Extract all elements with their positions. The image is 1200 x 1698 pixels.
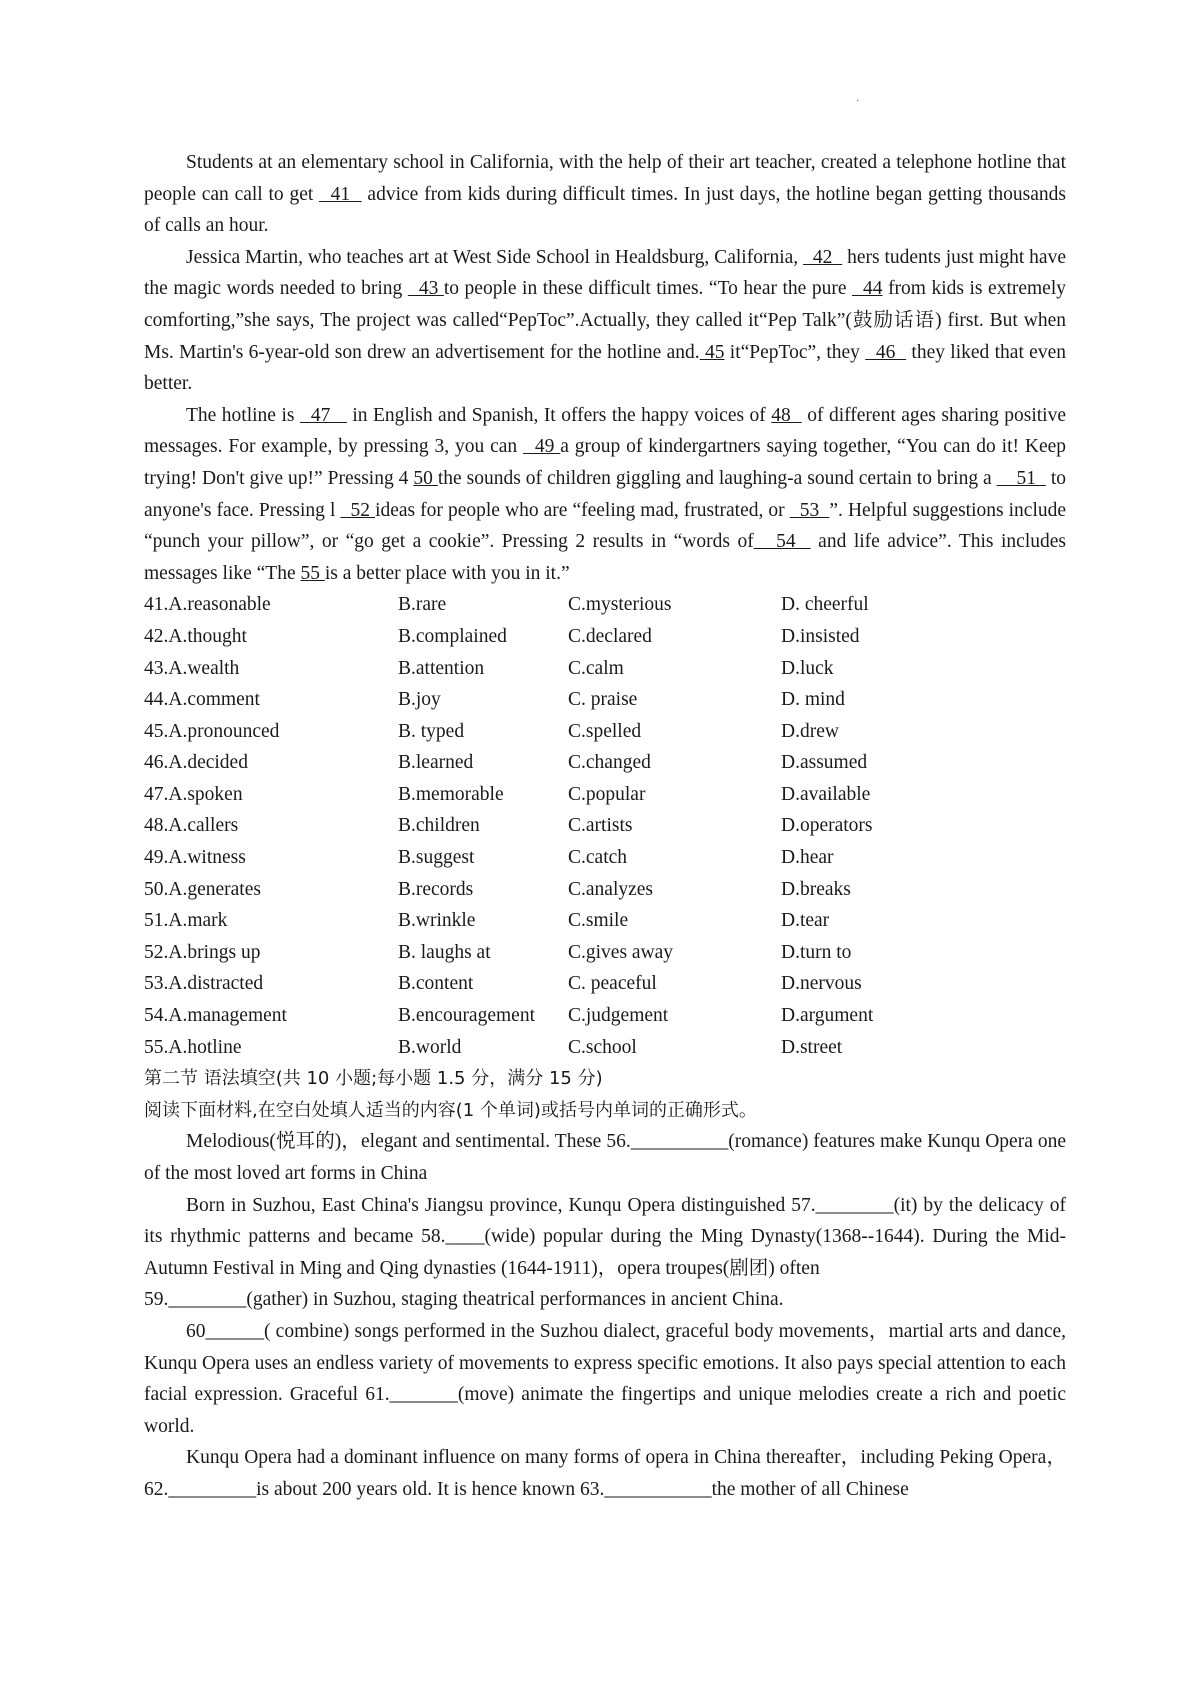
blank-43: 43 — [407, 278, 444, 300]
option-d: D. mind — [781, 689, 845, 711]
option-a: 41.A.reasonable — [144, 594, 271, 616]
option-d: D.street — [781, 1036, 843, 1058]
blank-57: ________ — [815, 1194, 894, 1216]
option-d: D.nervous — [781, 973, 862, 995]
option-a: 53.A.distracted — [144, 973, 264, 995]
option-a: 52.A.brings up — [144, 941, 261, 963]
blank-56: __________ — [630, 1131, 729, 1153]
option-row-55 — [144, 1032, 1066, 1064]
blank-51: 51 — [996, 467, 1046, 489]
blank-50: 50 — [413, 467, 438, 489]
option-row-42 — [144, 621, 1066, 653]
option-d: D. cheerful — [781, 594, 869, 616]
blank-47: 47 — [299, 404, 347, 426]
option-row-47 — [144, 779, 1066, 811]
header-mark: · — [856, 96, 860, 107]
blank-58: ____ — [445, 1226, 485, 1248]
option-d: D.hear — [781, 847, 834, 869]
option-d: D.argument — [781, 1005, 874, 1027]
option-row-50 — [144, 874, 1066, 906]
option-a: 55.A.hotline — [144, 1036, 242, 1058]
blank-44: 44 — [852, 278, 883, 300]
option-c: C.spelled — [568, 720, 642, 742]
option-b: B. laughs at — [398, 941, 491, 963]
blank-52: 52 — [340, 499, 376, 521]
option-b: B.memorable — [398, 783, 504, 805]
option-c: C.popular — [568, 783, 646, 805]
option-a: 42.A.thought — [144, 625, 247, 647]
section-heading: 第二节 语法填空(共 10 小题;每小题 1.5 分，满分 15 分) — [144, 1068, 603, 1090]
section-instruction: 阅读下面材料,在空白处填人适当的内容(1 个单词)或括号内单词的正确形式。 — [144, 1099, 757, 1121]
option-a: 48.A.callers — [144, 815, 239, 837]
blank-42: 42 — [803, 246, 843, 268]
option-b: B.records — [398, 878, 474, 900]
blank-48: 48 — [771, 404, 802, 426]
option-d: D.drew — [781, 720, 839, 742]
option-d: D.assumed — [781, 752, 868, 774]
options-list — [144, 589, 1066, 1063]
option-row-43 — [144, 653, 1066, 685]
option-c: C.changed — [568, 752, 651, 774]
blank-46: 46 — [865, 341, 907, 363]
option-c: C.school — [568, 1036, 637, 1058]
option-c: C.calm — [568, 657, 624, 679]
grammar-paragraph-1: Melodious(悦耳的)，elegant and sentimental. These 56.__________(romance) features make Kunqu Opera one of the most loved art forms in China — [144, 1131, 1066, 1184]
option-a: 49.A.witness — [144, 847, 246, 869]
option-b: B.complained — [398, 625, 507, 647]
option-d: D.available — [781, 783, 871, 805]
option-a: 45.A.pronounced — [144, 720, 280, 742]
option-a: 51.A.mark — [144, 910, 228, 932]
option-row-46 — [144, 747, 1066, 779]
option-a: 43.A.wealth — [144, 657, 240, 679]
passage-paragraph-1: Students at an elementary school in California, with the help of their art teacher, created a telephone hotline that people can call to get 41 advice from kids during difficult times. In just days, the hotline began getting thousands of calls an hour. — [144, 152, 1066, 237]
option-row-49 — [144, 842, 1066, 874]
option-c: C.declared — [568, 625, 652, 647]
option-row-53 — [144, 968, 1066, 1000]
option-row-41 — [144, 589, 1066, 621]
blank-62: _________ — [168, 1478, 257, 1500]
option-b: B.learned — [398, 752, 474, 774]
blank-53: 53 — [789, 499, 830, 521]
blank-63: ___________ — [604, 1478, 712, 1500]
option-a: 47.A.spoken — [144, 783, 243, 805]
option-row-51 — [144, 905, 1066, 937]
option-b: B.wrinkle — [398, 910, 476, 932]
option-d: D.operators — [781, 815, 873, 837]
option-b: B.encouragement — [398, 1005, 535, 1027]
option-d: D.luck — [781, 657, 834, 679]
option-c: C.catch — [568, 847, 628, 869]
option-a: 44.A.comment — [144, 689, 260, 711]
blank-59: ________ — [168, 1289, 247, 1311]
option-d: D.tear — [781, 910, 830, 932]
blank-55: 55 — [300, 562, 325, 584]
grammar-paragraph-3: 60______( combine) songs performed in the Suzhou dialect, graceful body movements，martial arts and dance, Kunqu Opera uses an endless variety of movements to express specific emotions. It also pays special attention to each facial expression. Graceful 61._______(move) animate the fingertips and unique melodies create a rich and poetic world. — [144, 1320, 1066, 1437]
option-b: B. typed — [398, 720, 465, 742]
option-d: D.breaks — [781, 878, 851, 900]
option-b: B.children — [398, 815, 480, 837]
document-page — [144, 147, 1066, 1506]
blank-41: 41 — [319, 183, 362, 205]
option-c: C.judgement — [568, 1005, 669, 1027]
grammar-paragraph-2: Born in Suzhou, East China's Jiangsu province, Kunqu Opera distinguished 57.________(it) by the delicacy of its rhythmic patterns and became 58.____(wide) popular during the Ming Dynasty(1368--1644). During the Mid-Autumn Festival in Ming and Qing dynasties (1644-1911)，opera troupes(剧团) often — [144, 1194, 1067, 1279]
option-b: B.attention — [398, 657, 485, 679]
blank-60: ______ — [205, 1320, 264, 1342]
option-c: C.analyzes — [568, 878, 654, 900]
option-b: B.content — [398, 973, 474, 995]
option-c: C.gives away — [568, 941, 674, 963]
blank-54: 54 — [753, 531, 811, 553]
option-a: 50.A.generates — [144, 878, 261, 900]
option-a: 54.A.management — [144, 1005, 287, 1027]
passage-paragraph-2: Jessica Martin, who teaches art at West Side School in Healdsburg, California, 42 hers tudents just might have the magic words needed to bring 43 to people in these difficult times. “To hear the pure 44 from kids is extremely comforting,”she says, The project was called“PepToc”.Actually, they called it“Pep Talk”(鼓励话语) first. But when Ms. Martin's 6-year-old son drew an advertisement for the hotline and. 45 it“PepToc”, they 46 they liked that even better. — [144, 246, 1067, 395]
option-row-48 — [144, 810, 1066, 842]
grammar-paragraph-2-cont: 59.________(gather) in Suzhou, staging theatrical performances in ancient China. — [144, 1289, 784, 1311]
option-row-52 — [144, 937, 1066, 969]
option-d: D.insisted — [781, 625, 860, 647]
option-row-44 — [144, 684, 1066, 716]
blank-45: 45 — [699, 341, 725, 363]
option-b: B.world — [398, 1036, 462, 1058]
option-c: C.mysterious — [568, 594, 672, 616]
option-c: C.smile — [568, 910, 629, 932]
option-c: C. peaceful — [568, 973, 657, 995]
option-row-54 — [144, 1000, 1066, 1032]
option-b: B.suggest — [398, 847, 475, 869]
option-row-45 — [144, 716, 1066, 748]
option-d: D.turn to — [781, 941, 852, 963]
option-b: B.joy — [398, 689, 441, 711]
blank-49: 49 — [523, 436, 561, 458]
passage-paragraph-3: The hotline is 47 in English and Spanish, It offers the happy voices of 48 of different ages sharing positive messages. For example, by pressing 3, you can 49 a group of kindergartners saying together, “You can do it! Keep trying! Don't give up!” Pressing 4 50 the sounds of children giggling and laughing-a sound certain to bring a 51 to anyone's face. Pressing l 52 ideas for people who are “feeling mad, frustrated, or 53 ”. Helpful suggestions include “punch your pillow”, or “go get a cookie”. Pressing 2 results in “words of 54 and life advice”. This includes messages like “The 55 is a better place with you in it.” — [144, 404, 1067, 584]
option-c: C.artists — [568, 815, 633, 837]
option-a: 46.A.decided — [144, 752, 248, 774]
blank-61: _______ — [389, 1384, 458, 1406]
grammar-paragraph-4: Kunqu Opera had a dominant influence on many forms of opera in China thereafter，including Peking Opera，62._________is about 200 years old. It is hence known 63.___________the mother of all Chinese — [144, 1447, 1066, 1500]
option-b: B.rare — [398, 594, 447, 616]
option-c: C. praise — [568, 689, 638, 711]
